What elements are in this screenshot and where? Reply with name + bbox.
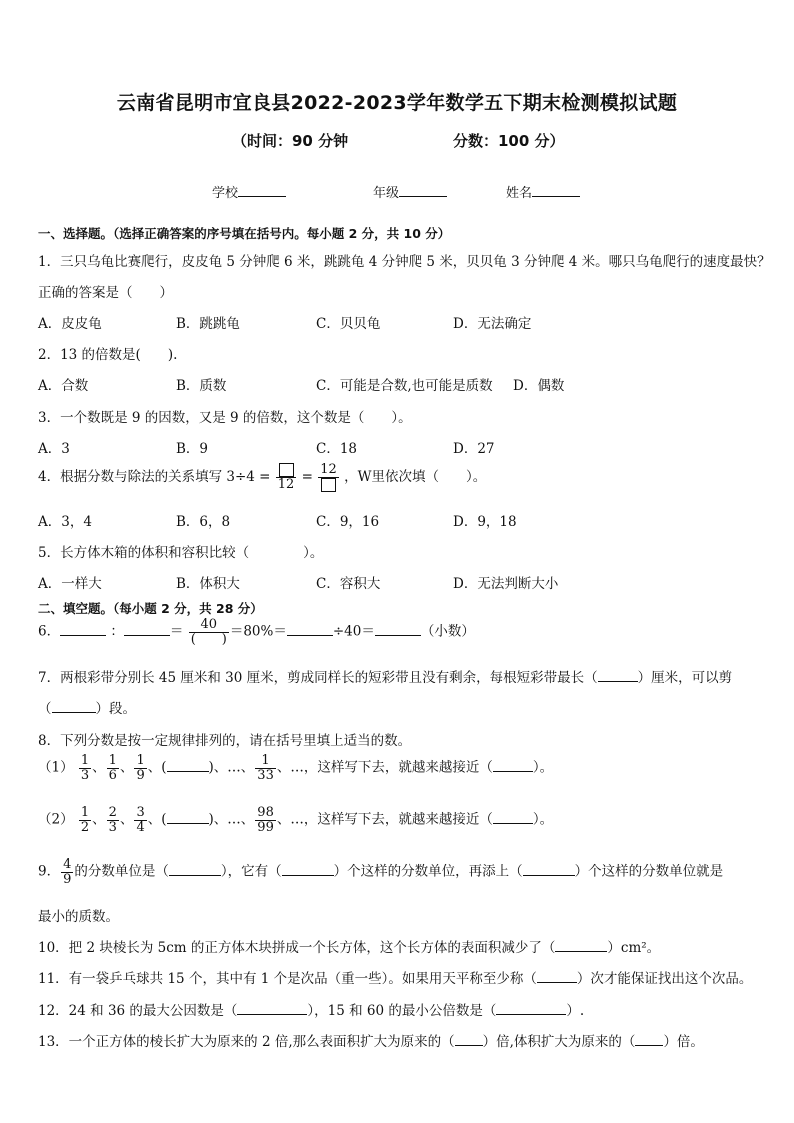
q9-prefix: 9．	[38, 863, 61, 880]
q4-fraction-1	[276, 463, 297, 492]
q8-p2-label: （2）	[38, 811, 74, 828]
q8-p1-frac-last	[255, 754, 276, 782]
q10-text-a: 10．把 2 块棱长为 5cm 的正方体木块拼成一个长方体，这个长方体的表面积减少了（	[38, 940, 556, 956]
grade-field	[373, 182, 447, 201]
section-1-title: 一、选择题。（选择正确答案的序号填在括号内。每小题 2 分，共 10 分）	[38, 226, 451, 241]
q4-prefix: 4．根据分数与除法的关系填写 3÷4 =	[38, 468, 271, 485]
q12-blank-2[interactable]	[496, 1002, 566, 1015]
q9-blank-2[interactable]	[282, 863, 334, 876]
frac-den: 3	[80, 767, 90, 783]
frac-num: 1	[80, 805, 90, 820]
frac-den: 2	[80, 819, 90, 835]
frac-den: 9	[63, 871, 72, 887]
q6-blank-1[interactable]	[60, 623, 106, 636]
q7-text-c: （	[38, 701, 52, 717]
q8-p2-mid: 、(	[147, 811, 167, 828]
q6-eq2: ＝80%＝	[229, 623, 287, 640]
q5-option-d[interactable]: D．无法判断大小	[453, 576, 559, 592]
q8-stem: 8．下列分数是按一定规律排列的，请在括号里填上适当的数。	[38, 733, 412, 749]
q3-option-c[interactable]: C．18	[316, 441, 358, 457]
q6-stem	[38, 618, 475, 646]
frac-num: 98	[257, 805, 274, 820]
q11-blank[interactable]	[537, 970, 577, 983]
q6-blank-3[interactable]	[287, 623, 333, 636]
q8-p2-frac-1	[79, 806, 91, 834]
q10-blank[interactable]	[555, 939, 607, 952]
frac-num: 1	[136, 753, 145, 768]
grade-blank[interactable]	[399, 182, 447, 197]
q8-p2-blank-1[interactable]	[167, 811, 209, 824]
section-2-title: 二、填空题。（每小题 2 分，共 28 分）	[38, 601, 263, 616]
q12	[38, 999, 584, 1019]
q8-p2-after: )、…、	[208, 811, 255, 828]
q8-p1-frac-2	[107, 754, 119, 782]
q8-p2-frac-3	[134, 806, 146, 834]
q4-eq: =	[301, 468, 313, 485]
q9-text-1: 的分数单位是（	[74, 863, 169, 880]
q4-box-1[interactable]	[279, 463, 294, 477]
q3-stem: 3．一个数既是 9 的因数，又是 9 的倍数，这个数是（ ）。	[38, 410, 412, 426]
q2-option-d[interactable]: D．偶数	[513, 378, 565, 394]
q8-p1-tail: 、…，这样写下去，就越来越接近（	[276, 759, 493, 776]
q8-part-2	[38, 806, 553, 834]
q2-option-b[interactable]: B．质数	[176, 378, 227, 394]
school-label: 学校	[212, 186, 239, 201]
q6-frac-den[interactable]: ( )	[190, 631, 227, 647]
school-field	[212, 182, 286, 201]
score-label: 分数：100 分）	[453, 132, 565, 150]
frac-den: 4	[136, 819, 145, 835]
q3-option-d[interactable]: D．27	[453, 441, 495, 457]
q13	[38, 1030, 704, 1050]
grade-label: 年级	[373, 186, 400, 201]
frac-den: 9	[136, 767, 145, 783]
q8-p1-blank-2[interactable]	[493, 759, 533, 772]
q13-blank-1[interactable]	[455, 1033, 483, 1046]
q4-option-a[interactable]: A．3，4	[38, 514, 92, 530]
q5-option-c[interactable]: C．容积大	[316, 576, 381, 592]
time-label: （时间：90 分钟	[232, 132, 349, 150]
name-label: 姓名	[506, 186, 533, 201]
q10-text-b: ）cm²。	[607, 940, 661, 956]
q9-text-2: ），它有（	[220, 863, 282, 880]
frac-den: 99	[257, 819, 274, 835]
q1-line1: 1．三只乌龟比赛爬行，皮皮龟 5 分钟爬 6 米，跳跳龟 4 分钟爬 5 米，贝贝龟 3 分钟爬 4 米。哪只乌龟爬行的速度最快？	[38, 254, 771, 270]
q5-stem: 5．长方体木箱的体积和容积比较（ ）。	[38, 545, 324, 561]
q12-text-b: ），15 和 60 的最小公倍数是（	[307, 1003, 497, 1019]
q9-blank-1[interactable]	[169, 863, 221, 876]
q7-line2	[38, 697, 136, 717]
q12-blank-1[interactable]	[237, 1002, 307, 1015]
q9-fraction	[61, 858, 73, 886]
q12-text-c: ）.	[566, 1003, 585, 1019]
q7-text-a: 7．两根彩带分别长 45 厘米和 30 厘米，剪成同样长的短彩带且没有剩余，每根短彩带最长（	[38, 670, 598, 686]
q4-suffix: ，W里依次填（ ）。	[344, 468, 487, 485]
sep: 、	[119, 811, 134, 828]
q6-colon: ：	[110, 623, 124, 640]
q2-option-a[interactable]: A．合数	[38, 378, 89, 394]
q6-div40: ÷40＝	[332, 623, 375, 640]
q13-text-b: ）倍,体积扩大为原来的（	[482, 1034, 636, 1050]
q6-blank-4[interactable]	[375, 623, 421, 636]
q6-frac-num: 40	[189, 618, 229, 633]
q13-blank-2[interactable]	[635, 1033, 663, 1046]
q4-f1-den: 12	[277, 477, 295, 493]
q7-line1	[38, 666, 732, 686]
q11-text-b: ）次才能保证找出这个次品。	[576, 971, 753, 987]
frac-den: 3	[108, 819, 117, 835]
q8-p1-mid: 、(	[147, 759, 167, 776]
q6-fraction	[189, 618, 229, 646]
q4-box-2[interactable]	[321, 478, 336, 492]
name-field	[506, 182, 580, 201]
page-title: 云南省昆明市宜良县2022-2023学年数学五下期末检测模拟试题	[116, 92, 678, 114]
q10	[38, 936, 660, 956]
sep: 、	[92, 759, 106, 776]
q8-p2-blank-2[interactable]	[493, 811, 533, 824]
school-blank[interactable]	[238, 182, 286, 197]
q8-p2-tail: 、…，这样写下去，就越来越接近（	[276, 811, 493, 828]
q11	[38, 967, 752, 987]
q1-option-c[interactable]: C．贝贝龟	[316, 316, 381, 332]
q12-text-a: 12．24 和 36 的最大公因数是（	[38, 1003, 238, 1019]
q4-option-d[interactable]: D．9，18	[453, 514, 517, 530]
q7-blank-1[interactable]	[598, 669, 638, 682]
q5-option-b[interactable]: B．体积大	[176, 576, 240, 592]
sep: 、	[119, 759, 134, 776]
q9-line2: 最小的质数。	[38, 909, 119, 925]
frac-num: 3	[136, 805, 145, 820]
q4-f2-num: 12	[320, 462, 337, 477]
q9-line1	[38, 858, 723, 886]
q13-text-c: ）倍。	[663, 1034, 704, 1050]
frac-num: 2	[108, 805, 117, 820]
name-blank[interactable]	[532, 182, 580, 197]
q3-option-a[interactable]: A．3	[38, 441, 70, 457]
q2-stem: 2．13 的倍数是( ).	[38, 347, 178, 363]
q8-p1-end: ）。	[532, 759, 554, 776]
q8-p2-frac-last	[255, 806, 276, 834]
q8-p1-blank-1[interactable]	[167, 759, 209, 772]
q8-p1-label: （1）	[38, 759, 74, 776]
frac-den: 33	[257, 767, 274, 783]
q1-option-b[interactable]: B．跳跳龟	[176, 316, 240, 332]
frac-num: 4	[63, 857, 72, 872]
q6-eq1: ＝	[169, 623, 184, 640]
q6-prefix: 6．	[38, 623, 61, 640]
q9-text-4: ）个这样的分数单位就是	[574, 863, 724, 880]
q7-text-d: ）段。	[95, 701, 136, 717]
q5-option-a[interactable]: A．一样大	[38, 576, 102, 592]
q13-text-a: 13．一个正方体的棱长扩大为原来的 2 倍,那么表面积扩大为原来的（	[38, 1034, 455, 1050]
q8-p1-frac-1	[79, 754, 91, 782]
q9-text-3: ）个这样的分数单位，再添上（	[333, 863, 523, 880]
q11-text-a: 11．有一袋乒乓球共 15 个，其中有 1 个是次品（重一些）。如果用天平称至少称（	[38, 971, 537, 987]
q1-option-a[interactable]: A．皮皮龟	[38, 316, 102, 332]
q6-suffix: （小数）	[420, 623, 475, 640]
frac-den: 6	[108, 767, 117, 783]
q8-p2-frac-2	[107, 806, 119, 834]
q4-stem	[38, 463, 486, 492]
q8-part-1	[38, 754, 553, 782]
q4-option-c[interactable]: C．9，16	[316, 514, 380, 530]
q8-p2-end: ）。	[532, 811, 554, 828]
q9-blank-3[interactable]	[523, 863, 575, 876]
frac-num: 1	[108, 753, 117, 768]
q3-option-b[interactable]: B．9	[176, 441, 209, 457]
q6-blank-2[interactable]	[124, 623, 170, 636]
q1-line2: 正确的答案是（ ）	[38, 285, 173, 301]
frac-num: 1	[80, 753, 90, 768]
sep: 、	[92, 811, 106, 828]
q4-option-b[interactable]: B．6，8	[176, 514, 231, 530]
q7-text-b: ）厘米，可以剪	[637, 670, 733, 686]
q2-option-c[interactable]: C．可能是合数,也可能是质数	[316, 378, 493, 394]
frac-num: 1	[255, 754, 276, 769]
q8-p1-after: )、…、	[208, 759, 255, 776]
q8-p1-frac-3	[134, 754, 146, 782]
q4-fraction-2	[318, 463, 339, 492]
q1-option-d[interactable]: D．无法确定	[453, 316, 532, 332]
q7-blank-2[interactable]	[52, 700, 96, 713]
